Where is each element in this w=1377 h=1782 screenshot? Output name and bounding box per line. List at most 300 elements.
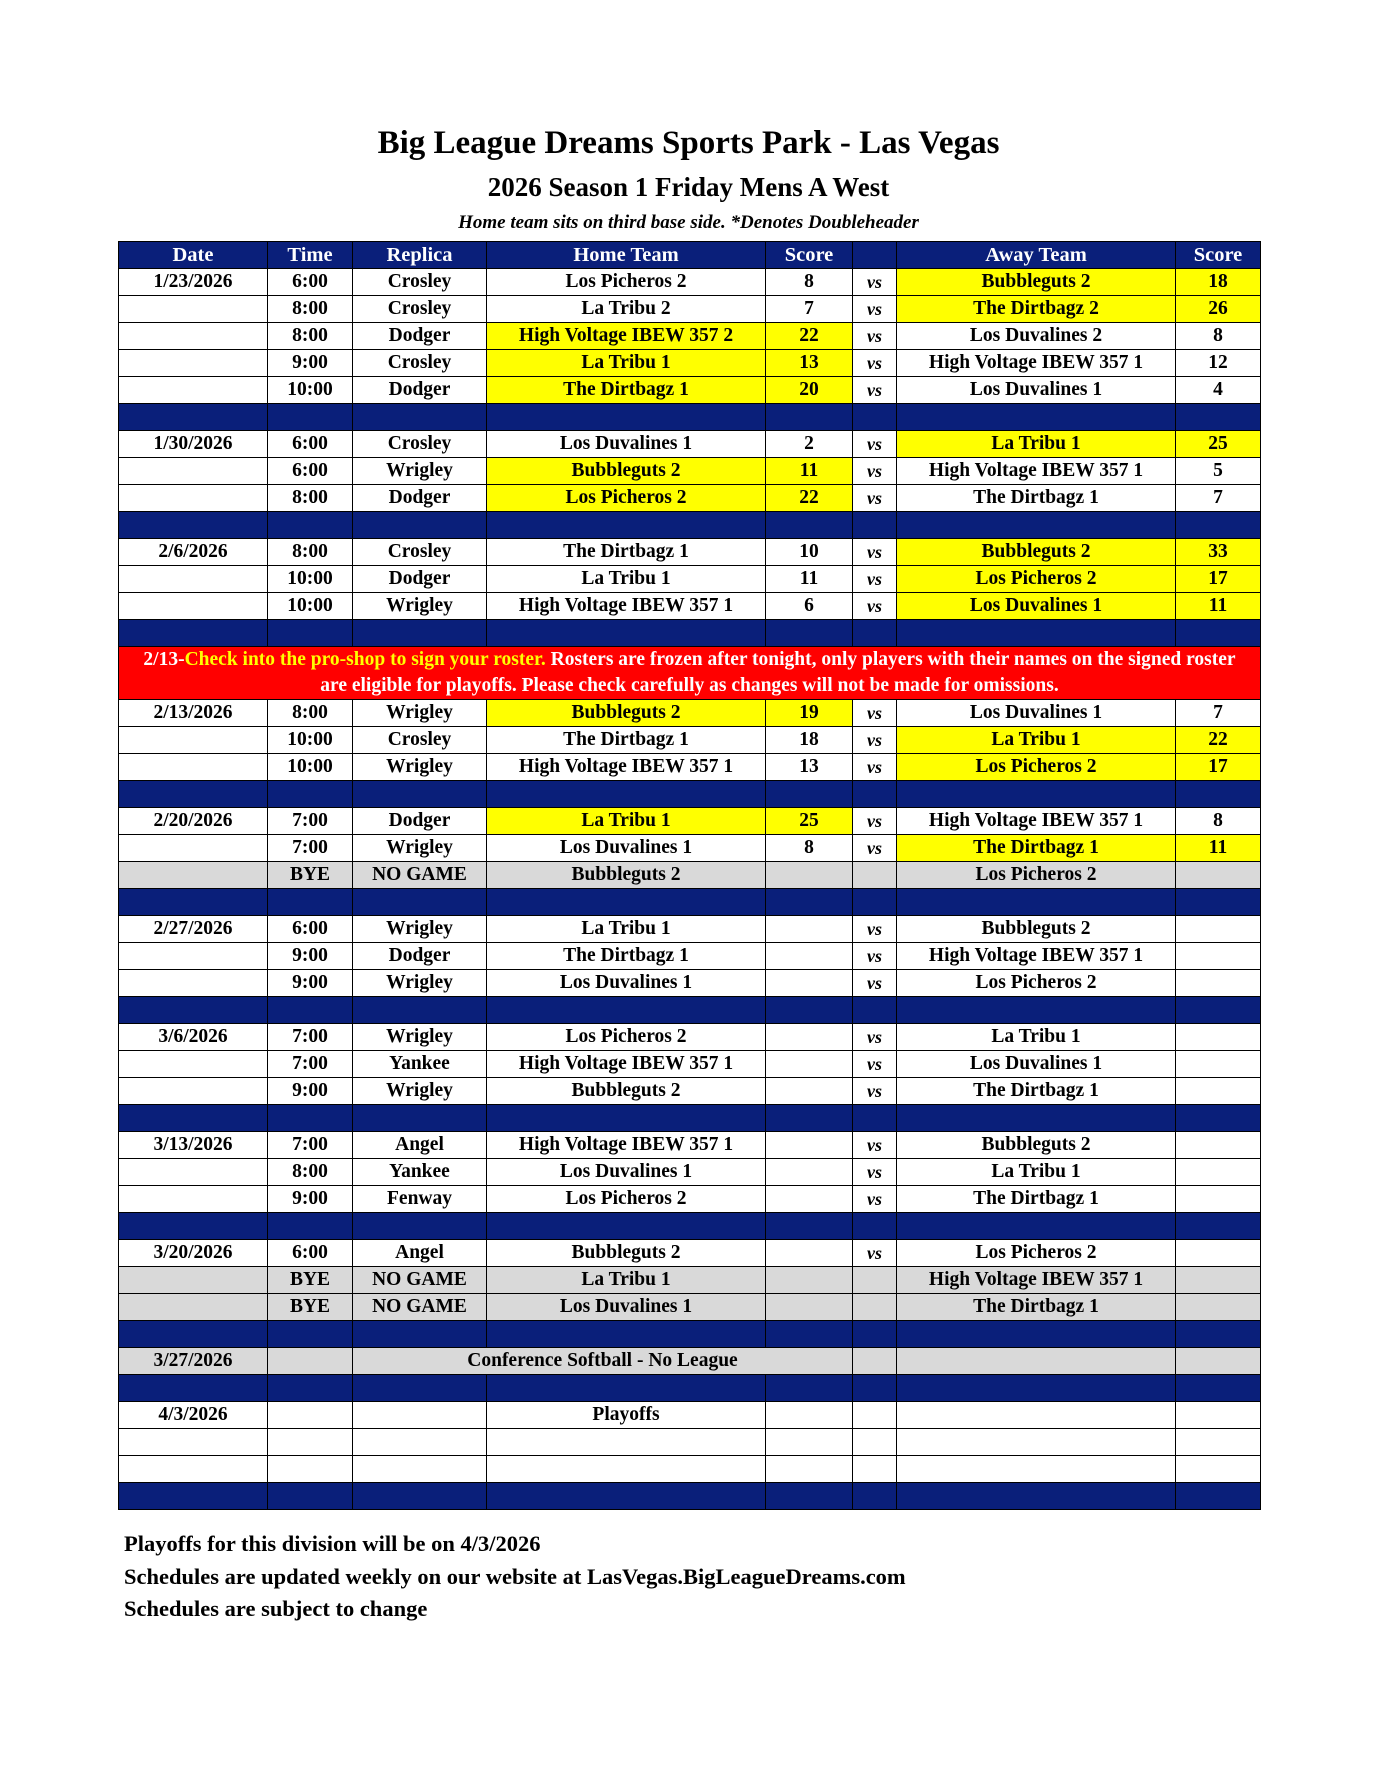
home-score-cell [766,943,853,970]
spacer-cell [268,620,353,647]
away-team-cell: High Voltage IBEW 357 1 [897,808,1176,835]
vs-cell: vs [853,1051,897,1078]
time-cell: 6:00 [268,458,353,485]
spacer-cell [766,1483,853,1510]
game-row [119,970,1261,997]
game-row [119,1159,1261,1186]
spacer-cell [1176,404,1261,431]
date-cell: 2/6/2026 [119,539,268,566]
spacer-cell [119,404,268,431]
away-team-cell: La Tribu 1 [897,727,1176,754]
date-cell [119,1186,268,1213]
away-team-cell: The Dirtbagz 1 [897,1294,1176,1321]
away-score-cell [1176,1186,1261,1213]
home-team-cell: Bubbleguts 2 [487,1078,766,1105]
home-team-cell: High Voltage IBEW 357 1 [487,1132,766,1159]
time-cell: 6:00 [268,431,353,458]
away-score-cell [1176,1402,1261,1429]
field-cell: Wrigley [353,754,487,781]
table-header-row [119,242,1261,269]
spacer-cell [487,1105,766,1132]
spacer-cell [897,620,1176,647]
spacer-cell [853,1105,897,1132]
game-row [119,943,1261,970]
time-cell: 10:00 [268,754,353,781]
vs-cell [853,1456,897,1483]
time-cell: 9:00 [268,1186,353,1213]
header-replica: Replica [353,242,487,269]
vs-cell: vs [853,1024,897,1051]
home-score-cell: 10 [766,539,853,566]
vs-cell: vs [853,754,897,781]
away-score-cell [1176,1429,1261,1456]
time-cell: 6:00 [268,1240,353,1267]
field-cell: Angel [353,1132,487,1159]
field-cell: Fenway [353,1186,487,1213]
header-date: Date [119,242,268,269]
spacer-cell [353,781,487,808]
field-cell: Wrigley [353,1024,487,1051]
home-score-cell: 6 [766,593,853,620]
header-away-score: Score [1176,242,1261,269]
game-row [119,1429,1261,1456]
spacer-cell [487,1483,766,1510]
away-score-cell: 5 [1176,458,1261,485]
field-cell: Angel [353,1240,487,1267]
spacer-row [119,1375,1261,1402]
spacer-cell [897,1375,1176,1402]
vs-cell: vs [853,1240,897,1267]
vs-cell [853,1294,897,1321]
home-team-cell: La Tribu 1 [487,1267,766,1294]
header-time: Time [268,242,353,269]
home-score-cell: 13 [766,350,853,377]
date-cell [119,970,268,997]
spacer-cell [853,781,897,808]
home-score-cell [766,1024,853,1051]
notice-highlight: Check into the pro-shop to sign your roster. [184,649,546,670]
field-cell: Dodger [353,377,487,404]
spacer-cell [487,997,766,1024]
home-team-cell: High Voltage IBEW 357 1 [487,1051,766,1078]
notice-text: Rosters are frozen after tonight, only players with their names on the signed roster are eligible for playoffs. Please check carefully as changes will not be made for omissions. [320,649,1236,696]
time-cell: 7:00 [268,808,353,835]
home-score-cell: 8 [766,835,853,862]
schedule-note: Home team sits on third base side. *Denotes Doubleheader [458,212,919,233]
spacer-cell [853,1321,897,1348]
spacer-cell [897,1321,1176,1348]
away-team-cell: Los Picheros 2 [897,1240,1176,1267]
spacer-cell [353,1483,487,1510]
spacer-row [119,404,1261,431]
spacer-cell [1176,1213,1261,1240]
home-score-cell: 11 [766,458,853,485]
header-vs [853,242,897,269]
date-cell [119,485,268,512]
spacer-cell [119,781,268,808]
away-score-cell [1176,1078,1261,1105]
field-cell: Crosley [353,431,487,458]
bye-row [119,862,1261,889]
away-score-cell: 25 [1176,431,1261,458]
footer [124,1528,906,1626]
away-team-cell: La Tribu 1 [897,1159,1176,1186]
away-score-cell [1176,1348,1261,1375]
game-row [119,377,1261,404]
home-team-cell: Los Duvalines 1 [487,1159,766,1186]
time-cell: 7:00 [268,1132,353,1159]
date-cell [119,458,268,485]
home-team-cell: La Tribu 2 [487,296,766,323]
away-team-cell: Los Duvalines 1 [897,377,1176,404]
spacer-cell [766,1321,853,1348]
vs-cell: vs [853,485,897,512]
spacer-cell [487,620,766,647]
away-score-cell [1176,1051,1261,1078]
date-cell [119,1294,268,1321]
spacer-cell [897,1105,1176,1132]
time-cell: 9:00 [268,943,353,970]
home-team-cell: Los Picheros 2 [487,1024,766,1051]
game-row [119,727,1261,754]
vs-cell: vs [853,323,897,350]
spacer-row [119,1213,1261,1240]
spacer-cell [766,1105,853,1132]
spacer-cell [353,1321,487,1348]
field-cell: Yankee [353,1159,487,1186]
time-cell [268,1456,353,1483]
vs-cell: vs [853,431,897,458]
home-score-cell: 22 [766,323,853,350]
away-score-cell [1176,1159,1261,1186]
away-score-cell: 17 [1176,566,1261,593]
spacer-cell [766,1213,853,1240]
field-cell [353,1429,487,1456]
time-cell: 8:00 [268,485,353,512]
header-home-team: Home Team [487,242,766,269]
field-cell: Crosley [353,539,487,566]
spacer-cell [897,512,1176,539]
game-row [119,458,1261,485]
spacer-cell [268,1213,353,1240]
game-row [119,700,1261,727]
date-cell: 3/13/2026 [119,1132,268,1159]
spacer-row [119,1321,1261,1348]
vs-cell: vs [853,350,897,377]
vs-cell [853,1348,897,1375]
spacer-cell [119,620,268,647]
date-cell: 2/27/2026 [119,916,268,943]
date-cell [119,1078,268,1105]
field-cell: Crosley [353,269,487,296]
home-team-cell: La Tribu 1 [487,808,766,835]
spacer-row [119,997,1261,1024]
home-score-cell: 7 [766,296,853,323]
game-row [119,539,1261,566]
home-team-cell: High Voltage IBEW 357 2 [487,323,766,350]
game-row [119,1402,1261,1429]
home-team-cell [487,1429,766,1456]
field-cell: NO GAME [353,1267,487,1294]
date-cell: 3/27/2026 [119,1348,268,1375]
away-team-cell: The Dirtbagz 1 [897,1186,1176,1213]
spacer-cell [353,620,487,647]
away-score-cell: 12 [1176,350,1261,377]
away-team-cell: La Tribu 1 [897,1024,1176,1051]
spacer-cell [487,1321,766,1348]
schedule-table [118,241,1261,1510]
spacer-row [119,1483,1261,1510]
field-cell: Dodger [353,485,487,512]
spacer-cell [766,404,853,431]
game-row [119,485,1261,512]
spacer-row [119,1105,1261,1132]
home-team-cell: Los Picheros 2 [487,269,766,296]
date-cell: 1/30/2026 [119,431,268,458]
roster-notice-row [119,647,1261,700]
game-row [119,323,1261,350]
spacer-cell [487,404,766,431]
away-score-cell: 17 [1176,754,1261,781]
spacer-cell [897,889,1176,916]
away-team-cell: The Dirtbagz 2 [897,296,1176,323]
home-score-cell: 13 [766,754,853,781]
vs-cell: vs [853,970,897,997]
spacer-cell [897,404,1176,431]
away-team-cell: Los Picheros 2 [897,862,1176,889]
field-cell [353,1456,487,1483]
vs-cell: vs [853,1078,897,1105]
time-cell: 7:00 [268,1024,353,1051]
spacer-cell [487,512,766,539]
time-cell: 7:00 [268,835,353,862]
date-cell [119,1267,268,1294]
time-cell: 10:00 [268,593,353,620]
away-score-cell [1176,1240,1261,1267]
away-score-cell: 4 [1176,377,1261,404]
game-row [119,1456,1261,1483]
home-team-cell: Los Duvalines 1 [487,1294,766,1321]
field-cell: Crosley [353,727,487,754]
game-row [119,593,1261,620]
home-team-cell: La Tribu 1 [487,350,766,377]
date-cell: 3/6/2026 [119,1024,268,1051]
away-score-cell: 7 [1176,700,1261,727]
vs-cell: vs [853,269,897,296]
date-cell [119,754,268,781]
field-cell: Crosley [353,296,487,323]
vs-cell: vs [853,1159,897,1186]
home-team-cell [487,1456,766,1483]
spacer-cell [119,1375,268,1402]
date-cell [119,323,268,350]
away-score-cell: 33 [1176,539,1261,566]
home-score-cell [766,1456,853,1483]
away-team-cell: Bubbleguts 2 [897,916,1176,943]
time-cell: 9:00 [268,970,353,997]
spacer-cell [1176,997,1261,1024]
field-cell: Wrigley [353,970,487,997]
home-score-cell: 18 [766,727,853,754]
date-cell [119,727,268,754]
home-score-cell [766,1240,853,1267]
spacer-cell [897,781,1176,808]
date-cell [119,566,268,593]
vs-cell: vs [853,835,897,862]
spacer-cell [487,1375,766,1402]
spacer-cell [268,781,353,808]
away-team-cell: The Dirtbagz 1 [897,835,1176,862]
spacer-cell [853,404,897,431]
header-away-team: Away Team [897,242,1176,269]
spacer-cell [268,1483,353,1510]
time-cell: 9:00 [268,1078,353,1105]
bye-row [119,1267,1261,1294]
game-row [119,916,1261,943]
field-cell: NO GAME [353,862,487,889]
away-score-cell [1176,1132,1261,1159]
home-team-cell: La Tribu 1 [487,916,766,943]
away-score-cell: 7 [1176,485,1261,512]
game-row [119,1132,1261,1159]
away-team-cell: Los Duvalines 2 [897,323,1176,350]
spacer-cell [268,404,353,431]
home-team-cell: Los Duvalines 1 [487,970,766,997]
home-score-cell [766,1186,853,1213]
time-cell: 10:00 [268,727,353,754]
spacer-cell [119,1105,268,1132]
time-cell: BYE [268,1267,353,1294]
away-team-cell: Los Picheros 2 [897,970,1176,997]
game-row [119,1051,1261,1078]
away-score-cell: 18 [1176,269,1261,296]
spacer-cell [1176,1321,1261,1348]
vs-cell [853,862,897,889]
home-team-cell: La Tribu 1 [487,566,766,593]
spacer-cell [1176,1105,1261,1132]
vs-cell: vs [853,727,897,754]
home-score-cell: 8 [766,269,853,296]
vs-cell [853,1267,897,1294]
away-score-cell: 22 [1176,727,1261,754]
date-cell [119,296,268,323]
spacer-cell [897,1483,1176,1510]
schedule-table-container [118,241,1260,1510]
spacer-row [119,781,1261,808]
spacer-cell [853,1213,897,1240]
field-cell: Dodger [353,943,487,970]
field-cell [353,1402,487,1429]
home-score-cell: 25 [766,808,853,835]
field-cell: Dodger [353,323,487,350]
field-cell: Yankee [353,1051,487,1078]
home-score-cell [766,1267,853,1294]
spacer-cell [897,1213,1176,1240]
conference-row [119,1348,1261,1375]
home-score-cell [766,1402,853,1429]
away-score-cell [1176,1024,1261,1051]
time-cell: 6:00 [268,916,353,943]
spacer-cell [897,997,1176,1024]
vs-cell: vs [853,916,897,943]
spacer-cell [119,997,268,1024]
footer-change-line: Schedules are subject to change [124,1596,428,1621]
away-score-cell: 8 [1176,808,1261,835]
spacer-cell [353,1213,487,1240]
date-cell: 2/20/2026 [119,808,268,835]
away-score-cell [1176,916,1261,943]
vs-cell: vs [853,1132,897,1159]
vs-cell: vs [853,539,897,566]
date-cell [119,593,268,620]
spacer-cell [353,1105,487,1132]
time-cell: BYE [268,862,353,889]
spacer-cell [853,997,897,1024]
away-score-cell [1176,1456,1261,1483]
spacer-cell [353,512,487,539]
time-cell: 10:00 [268,566,353,593]
home-score-cell [766,1429,853,1456]
bye-row [119,1294,1261,1321]
spacer-cell [119,1321,268,1348]
spacer-cell [487,1213,766,1240]
vs-cell [853,1402,897,1429]
away-team-cell: High Voltage IBEW 357 1 [897,1267,1176,1294]
date-cell: 4/3/2026 [119,1402,268,1429]
game-row [119,566,1261,593]
away-team-cell [897,1456,1176,1483]
home-team-cell: Bubbleguts 2 [487,1240,766,1267]
spacer-cell [766,889,853,916]
game-row [119,296,1261,323]
spacer-cell [268,889,353,916]
spacer-cell [268,1321,353,1348]
game-row [119,1024,1261,1051]
date-cell: 1/23/2026 [119,269,268,296]
spacer-cell [766,620,853,647]
time-cell: BYE [268,1294,353,1321]
away-team-cell: Los Duvalines 1 [897,593,1176,620]
field-cell: Wrigley [353,458,487,485]
spacer-cell [766,781,853,808]
date-cell [119,1456,268,1483]
spacer-cell [1176,1375,1261,1402]
home-score-cell: 19 [766,700,853,727]
spacer-cell [268,997,353,1024]
spacer-cell [353,404,487,431]
home-score-cell: 2 [766,431,853,458]
time-cell [268,1429,353,1456]
header-home-score: Score [766,242,853,269]
home-team-cell: Los Picheros 2 [487,485,766,512]
spacer-cell [1176,1483,1261,1510]
vs-cell: vs [853,566,897,593]
away-team-cell: Los Picheros 2 [897,566,1176,593]
notice-date: 2/13- [143,649,185,670]
home-score-cell [766,1078,853,1105]
spacer-cell [853,620,897,647]
home-score-cell [766,1132,853,1159]
field-cell: Wrigley [353,835,487,862]
away-score-cell [1176,970,1261,997]
field-cell: Wrigley [353,916,487,943]
spacer-cell [119,889,268,916]
spacer-cell [1176,781,1261,808]
game-row [119,269,1261,296]
field-cell: Wrigley [353,1078,487,1105]
field-cell: Wrigley [353,700,487,727]
away-score-cell [1176,1267,1261,1294]
